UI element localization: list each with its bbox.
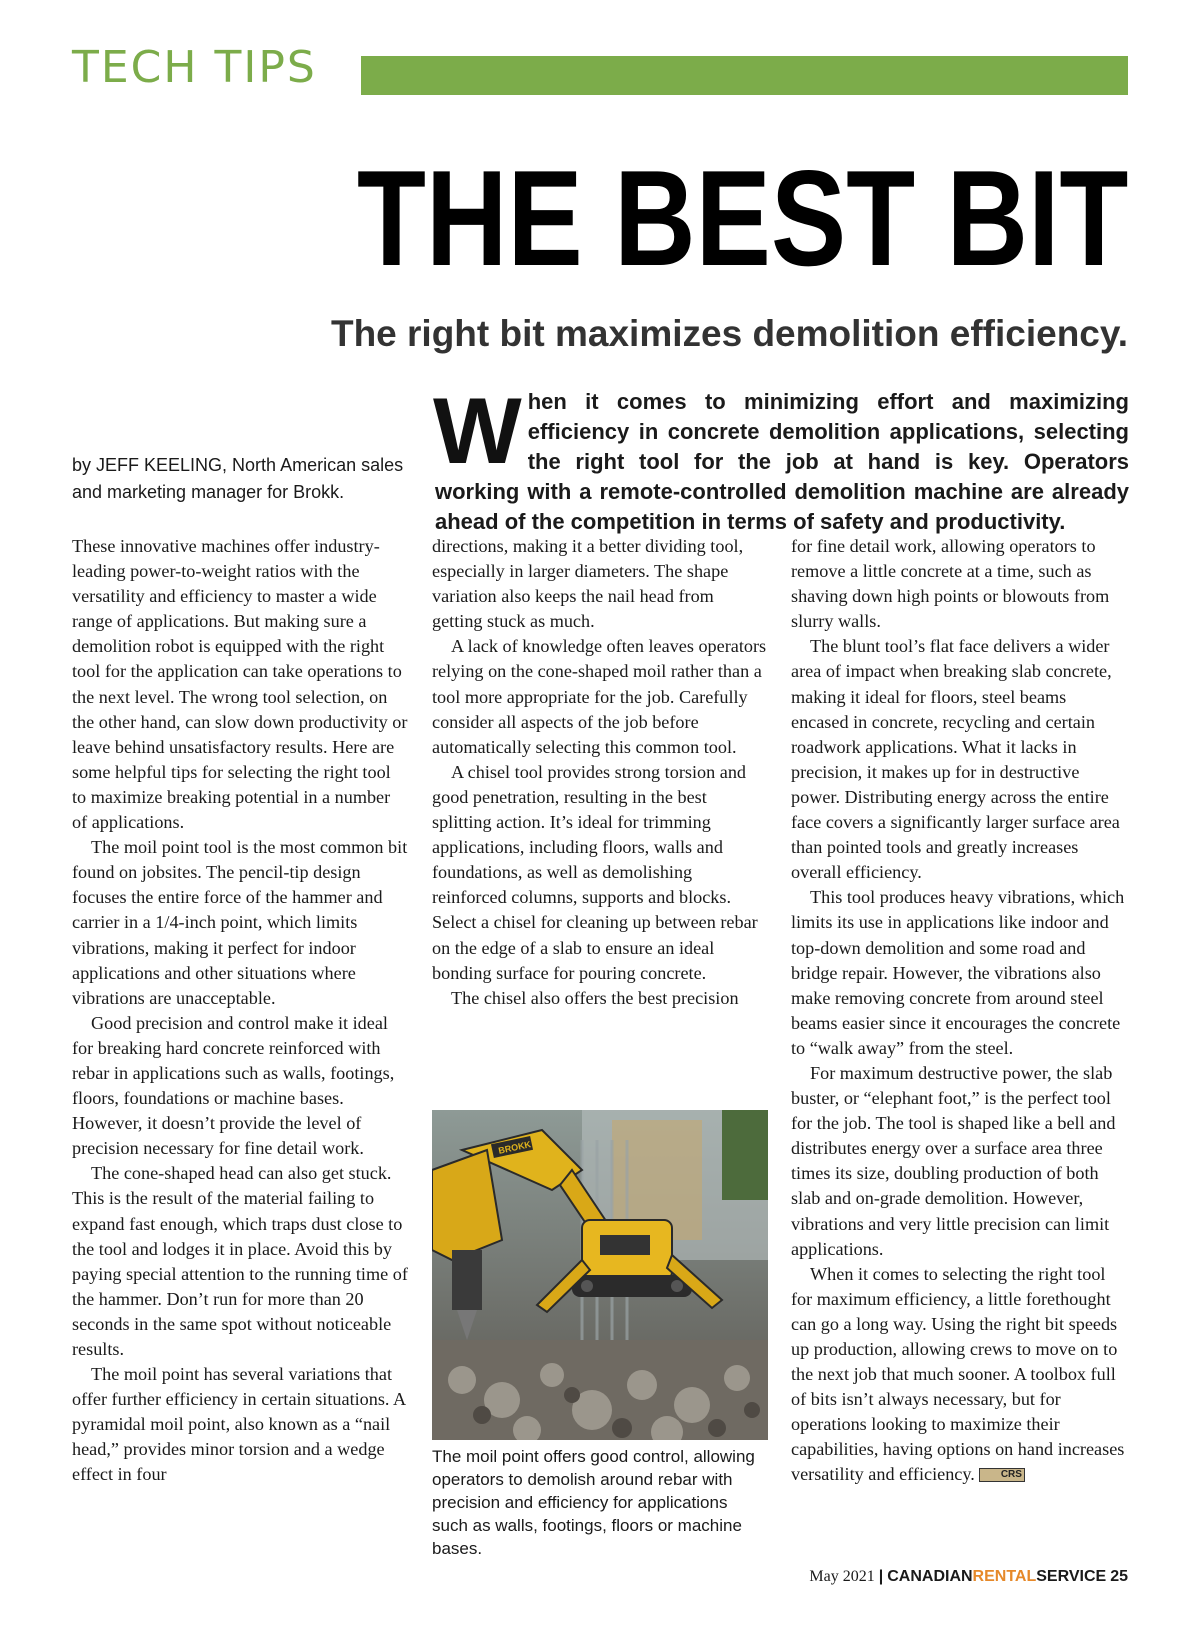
- photo-brand-label: BROKK: [497, 1139, 532, 1156]
- column-2: [432, 534, 768, 1011]
- body-paragraph: directions, making it a better dividing tool, especially in larger diameters. The shape variation also keeps the nail head from getting stuck as much.: [432, 536, 744, 632]
- column-1: [72, 534, 408, 1488]
- body-paragraph: The cone-shaped head can also get stuck. This is the result of the material failing to expand fast enough, which traps dust close to the tool and lodges it in place. Avoid this by paying special attention to the running time of the hammer. Don’t run for more than 20 seconds in the same spot without noticeable results.: [72, 1163, 408, 1359]
- body-paragraph: The moil point tool is the most common bit found on jobsites. The pencil-tip design focuses the entire force of the hammer and carrier in a 1/4-inch point, which limits vibrations, making it perfect for indoor applications and other situations where vibrations are unacceptable.: [72, 837, 408, 1008]
- footer-separator: |: [878, 1568, 884, 1585]
- section-bar: [361, 56, 1128, 95]
- magazine-name-part2: RENTAL: [972, 1568, 1037, 1585]
- photo-caption: The moil point offers good control, allowing operators to demolish around rebar with precision and efficiency for applications such as walls, footings, floors or machine bases.: [432, 1447, 755, 1558]
- magazine-name: [887, 1568, 1106, 1585]
- page-footer: [809, 1568, 1128, 1586]
- body-paragraph: The chisel also offers the best precision: [451, 987, 739, 1008]
- body-paragraph: A chisel tool provides strong torsion and good penetration, resulting in the best splitting action. It’s ideal for trimming applications, including floors, walls and foundations, as well as demolishing reinforced columns, supports and blocks. Select a chisel for cleaning up between rebar on the edge of a slab to ensure an ideal bonding surface for pouring concrete.: [432, 761, 758, 983]
- final-paragraph-text: When it comes to selecting the right tool for maximum efficiency, a little forethought can go a long way. Using the right bit speeds up production, allowing crews to move on to the next job that much sooner. A toolbox full of bits isn’t always necessary, but for operations looking to maximize their capabilities, having options on hand increases versatility and efficiency.: [791, 1263, 1125, 1485]
- body-paragraph: These innovative machines offer industry-leading power-to-weight ratios with the versatility and efficiency to master a wide range of applications. But making sure a demolition robot is equipped with the right tool for the application can take operations to the next level. The wrong tool selection, on the other hand, can slow down productivity or leave behind unsatisfactory results. Here are some helpful tips for selecting the right tool to maximize breaking potential in a number of applications.: [72, 536, 408, 833]
- intro-text: hen it comes to minimizing effort and maximizing efficiency in concrete demolition applications, selecting the right tool for the job at hand is key. Operators working with a remote-controlled demolition machine are already ahead of the competition in terms of safety and productivity.: [435, 389, 1129, 534]
- body-paragraph-final: [791, 1262, 1128, 1488]
- section-tag: TECH TIPS: [72, 42, 317, 93]
- body-paragraph: The moil point has several variations that offer further efficiency in certain situations. A pyramidal moil point, also known as a “nail head,” provides minor torsion and a wedge effect in four: [72, 1364, 406, 1485]
- body-paragraph: The blunt tool’s flat face delivers a wider area of impact when breaking slab concrete, making it ideal for floors, steel beams encased in concrete, recycling and certain roadwork applications. What it lacks in precision, it makes up for in destructive power. Distributing energy across the entire face covers a significantly larger surface area than pointed tools and greatly increases overall efficiency.: [791, 636, 1120, 883]
- body-paragraph: This tool produces heavy vibrations, which limits its use in applications like indoor and top-down demolition and some road and bridge repair. However, the vibrations also make removing concrete from around steel beams easier since it encourages the concrete to “walk away” from the steel.: [791, 887, 1125, 1058]
- body-paragraph: Good precision and control make it ideal for breaking hard concrete reinforced with rebar in applications such as walls, footings, floors, foundations or machine bases. However, it doesn’t provide the level of precision necessary for fine detail work.: [72, 1012, 395, 1159]
- page-number: 25: [1110, 1568, 1128, 1585]
- drop-cap: W: [433, 378, 522, 483]
- deck: The right bit maximizes demolition efficiency.: [330, 313, 1128, 354]
- magazine-name-part1: CANADIAN: [887, 1568, 973, 1585]
- magazine-name-part3: SERVICE: [1036, 1568, 1107, 1585]
- demolition-robot-photo: [432, 1110, 768, 1440]
- intro-paragraph: [433, 378, 1129, 537]
- body-paragraph: For maximum destructive power, the slab buster, or “elephant foot,” is the perfect tool for the job. The tool is shaped like a bell and distributes energy over a surface area three times its size, doubling production of both slab and on-grade demolition. However, vibrations and very little precision can limit applications.: [791, 1062, 1116, 1259]
- column-3: [791, 534, 1128, 1488]
- body-paragraph: A lack of knowledge often leaves operators relying on the cone-shaped moil rather than a tool more appropriate for the job. Carefully consider all aspects of the job before automatically selecting this common tool.: [432, 636, 767, 757]
- issue-date: May 2021: [809, 1568, 875, 1585]
- end-mark-icon: CRS: [979, 1468, 1025, 1482]
- body-paragraph: for fine detail work, allowing operators to remove a little concrete at a time, such as shaving down high points or blowouts from slurry walls.: [791, 536, 1110, 632]
- headline: THE BEST BIT: [356, 142, 1128, 294]
- byline: by JEFF KEELING, North American sales and marketing manager for Brokk.: [72, 455, 404, 502]
